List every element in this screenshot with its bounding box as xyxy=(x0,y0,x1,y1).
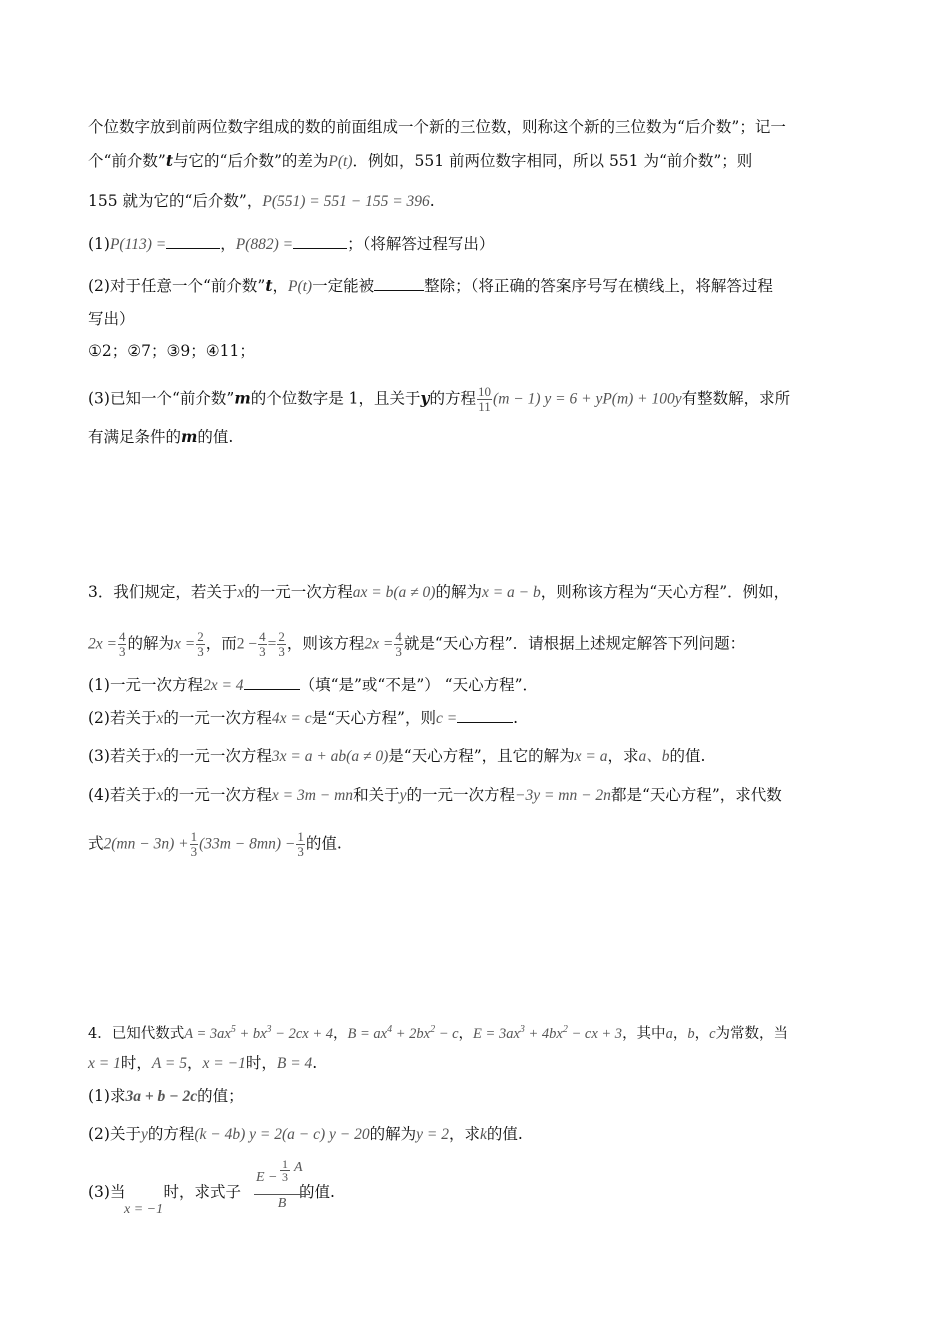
part-number: (1) xyxy=(88,235,110,253)
q3-text: 是“天心方程”，则 xyxy=(311,709,436,727)
q3-part-2 xyxy=(88,708,518,729)
formula: c = xyxy=(435,710,458,727)
formula: 2x = xyxy=(88,635,117,653)
q3-text: 的解为 xyxy=(435,583,482,601)
formula: 2(mn − 3n) + xyxy=(103,835,189,853)
fraction: $\frac{4}{3}$ xyxy=(118,629,126,659)
formula: 2x = 4 xyxy=(202,677,244,694)
q3-text: ，求 xyxy=(607,747,639,765)
q2-part-3 xyxy=(88,385,790,414)
q2-text: (3)已知一个“前介数” xyxy=(88,389,235,408)
answer-blank[interactable] xyxy=(166,234,220,249)
q4-text: 的解为 xyxy=(369,1125,417,1143)
q3-text: （填“是”或“不是”） “天心方程”． xyxy=(299,676,539,694)
q2-text: 的方程 xyxy=(429,389,477,408)
var-x: x xyxy=(237,584,245,601)
answer-blank[interactable] xyxy=(244,675,300,690)
var-y: y xyxy=(399,787,407,804)
var-k: k xyxy=(480,1126,487,1143)
q3-text: (1)一元一次方程 xyxy=(88,676,203,694)
q2-text: 有整数解，求所 xyxy=(681,389,791,408)
q3-text: 的解为 xyxy=(127,634,174,653)
formula: (33m − 8mn) − xyxy=(199,835,296,853)
formula-E: $E = 3ax^3 + 4bx^2$ − cx + 3 xyxy=(473,1024,623,1042)
q4-text: ，其中 xyxy=(622,1026,666,1042)
q4-text: (1)求 xyxy=(88,1087,126,1105)
var-x: x xyxy=(156,787,164,804)
q3-text: . xyxy=(513,709,519,727)
q2-text: ．例如，551 前两位数字相同，所以 551 为“前介数”；则 xyxy=(352,152,753,170)
formula: −3y = mn − 2n xyxy=(514,787,611,804)
q4-text: (2)关于 xyxy=(88,1125,141,1143)
var-m: m xyxy=(234,388,251,408)
q2-text: ， xyxy=(272,277,288,295)
fraction: $\frac{2}{3}$ xyxy=(197,629,204,659)
q3-text: 的值. xyxy=(669,747,706,765)
q2-text: 的值. xyxy=(197,428,234,446)
fraction: $\frac{1}{3}$ xyxy=(297,829,304,859)
formula-p551: P(551) = 551 − 155 = 396 xyxy=(262,193,430,210)
formula: 2x = xyxy=(364,635,394,653)
var-x: x xyxy=(156,748,164,765)
q3-text: 的值. xyxy=(305,834,342,853)
formula-ax-b: ax = b(a ≠ 0) xyxy=(352,584,436,601)
q2-options xyxy=(88,341,255,361)
q2-text: 有满足条件的 xyxy=(88,428,182,446)
q3-text: 的一元一次方程 xyxy=(163,709,272,727)
formula: y = 2 xyxy=(416,1126,449,1143)
fraction-denominator: B xyxy=(277,1196,287,1211)
q2-text: 与它的“后介数”的差为 xyxy=(173,152,329,170)
formula-x-a-b: x = a − b xyxy=(481,584,541,601)
formula-A: $A = 3ax^5 + bx^3 - 2cx + 4$ xyxy=(184,1024,333,1042)
var-y: y xyxy=(140,1126,148,1143)
q3-text: ，则称该方程为“天心方程”．例如， xyxy=(540,583,790,601)
formula-p882: P(882) = xyxy=(235,236,294,253)
formula: x = 1 xyxy=(88,1055,121,1072)
q4-text: ，求 xyxy=(449,1125,481,1143)
q3-text: 就是“天心方程”．请根据上述规定解答下列问题： xyxy=(403,634,746,653)
q3-text: (2)若关于 xyxy=(88,709,157,727)
formula: x = 3m − mn xyxy=(271,787,354,804)
q3-text: ，则该方程 xyxy=(286,634,365,653)
q2-text: (2)对于任意一个“前介数” xyxy=(88,277,266,295)
inner-fraction: 1 3 xyxy=(282,1157,288,1184)
formula: x = a xyxy=(574,748,608,765)
q3-part-4-cont xyxy=(88,830,342,859)
q2-part-2-cont xyxy=(88,309,135,329)
formula: A = 5 xyxy=(151,1055,188,1072)
q4-text: (3)当 xyxy=(88,1183,126,1201)
q2-part-1 xyxy=(88,234,494,255)
var-t: t xyxy=(265,276,273,295)
q3-line-2 xyxy=(88,630,745,659)
q2-part-2 xyxy=(88,276,773,297)
formula: x = −1 xyxy=(202,1055,246,1072)
condition-x: x = −1 xyxy=(124,1202,164,1217)
q4-text: 时，求式子 xyxy=(163,1183,241,1201)
q2-line-1 xyxy=(88,117,786,137)
formula-equation: (m − 1) y = 6 + yP(m) + 100y xyxy=(493,390,682,408)
q2-text: ， xyxy=(220,235,236,253)
q4-text: 的方程 xyxy=(147,1125,195,1143)
formula: 3a + b − 2c xyxy=(125,1088,198,1105)
q3-text: (3)若关于 xyxy=(88,747,157,765)
formula: B = 4 xyxy=(276,1055,313,1072)
q4-text: 的值. xyxy=(298,1183,335,1201)
answer-blank[interactable] xyxy=(457,708,513,723)
formula: 2 − xyxy=(236,635,258,653)
q4-text: 的值； xyxy=(197,1087,244,1105)
var-m: m xyxy=(181,427,198,446)
q3-part-4 xyxy=(88,785,782,806)
q3-text: 都是“天心方程”，求代数 xyxy=(610,786,782,804)
q4-part-1 xyxy=(88,1086,244,1107)
q3-part-1 xyxy=(88,675,538,696)
q3-text: 式 xyxy=(88,834,104,853)
q2-text: ；（将解答过程写出） xyxy=(347,235,495,253)
var-t: t xyxy=(165,151,174,170)
complex-fraction xyxy=(254,1158,310,1213)
formula: 4x = c xyxy=(271,710,312,727)
q3-text: 3．我们规定，若关于 xyxy=(88,583,238,601)
q2-part-3-cont xyxy=(88,427,233,447)
q2-line-2 xyxy=(88,151,752,172)
fraction: $\frac{4}{3}$ xyxy=(395,629,402,659)
q2-text: 155 就为它的“后介数”， xyxy=(88,192,263,210)
fraction: $\frac{2}{3}$ xyxy=(278,629,285,659)
q4-text: 为常数，当 xyxy=(715,1026,788,1042)
q3-text: 和关于 xyxy=(353,786,400,804)
q3-text: 的一元一次方程 xyxy=(163,747,272,765)
formula: a、b xyxy=(638,748,670,765)
q3-text: ，而 xyxy=(205,634,237,653)
q2-text: 整除；（将正确的答案序号写在横线上，将解答过程 xyxy=(424,277,773,295)
q4-text: 4．已知代数式 xyxy=(88,1026,185,1042)
q3-text: 是“天心方程”，且它的解为 xyxy=(388,747,575,765)
q2-text: 的个位数字是 1，且关于 xyxy=(250,389,421,408)
q4-line-2: x = 1时，A = 5，x = −1时，B = 4. xyxy=(88,1054,318,1072)
q3-line-1 xyxy=(88,582,789,603)
q2-text: 个位数字放到前两位数字组成的数的前面组成一个新的三位数，则称这个新的三位数为“后介数”；记一 xyxy=(88,118,786,136)
var-y: y xyxy=(420,388,430,408)
q4-part-2 xyxy=(88,1124,523,1145)
q3-text: 的一元一次方程 xyxy=(244,583,353,601)
formula: = xyxy=(267,635,277,653)
fraction: $\frac{1}{3}$ xyxy=(190,829,198,859)
formula-pt: P(t) xyxy=(288,278,313,295)
option-list: ①2；②7；③9；④11； xyxy=(88,342,255,360)
formula-pt: P(t) xyxy=(328,153,353,170)
q3-text: (4)若关于 xyxy=(88,786,157,804)
formula-B: $B = ax^4 + 2bx^2 - c$ xyxy=(347,1024,459,1042)
q3-text: 的一元一次方程 xyxy=(163,786,272,804)
q2-text: 一定能被 xyxy=(312,277,375,295)
var-x: x xyxy=(156,710,164,727)
q2-line-3 xyxy=(88,191,435,212)
formula: x = xyxy=(173,635,196,653)
answer-blank[interactable] xyxy=(293,234,347,249)
formula: (k − 4b) y = 2(a − c) y − 20 xyxy=(194,1126,370,1143)
q4-line-1: 4．已知代数式$A = 3ax^5 + bx^3 - 2cx + 4$，$B = ax^4 + 2bx^2 - c$，$E = 3ax^3 + 4bx^2$ − cx + 3，其中a，b，c为常数，当 xyxy=(88,1024,788,1042)
q2-text: 个“前介数” xyxy=(88,152,166,170)
q2-text: . xyxy=(429,192,435,210)
answer-blank[interactable] xyxy=(374,276,424,291)
q3-part-3 xyxy=(88,746,705,767)
q3-text: 的一元一次方程 xyxy=(406,786,515,804)
q4-text: 的值. xyxy=(486,1125,523,1143)
formula-p113: P(113) = xyxy=(109,236,167,253)
fraction-numerator: E − 1 3 A xyxy=(254,1158,310,1195)
formula: 3x = a + ab(a ≠ 0) xyxy=(271,748,389,765)
q2-text: 写出） xyxy=(88,310,135,328)
fraction-10-11: $\frac{10}{11}$ xyxy=(478,384,492,414)
fraction: $\frac{4}{3}$ xyxy=(259,629,266,659)
